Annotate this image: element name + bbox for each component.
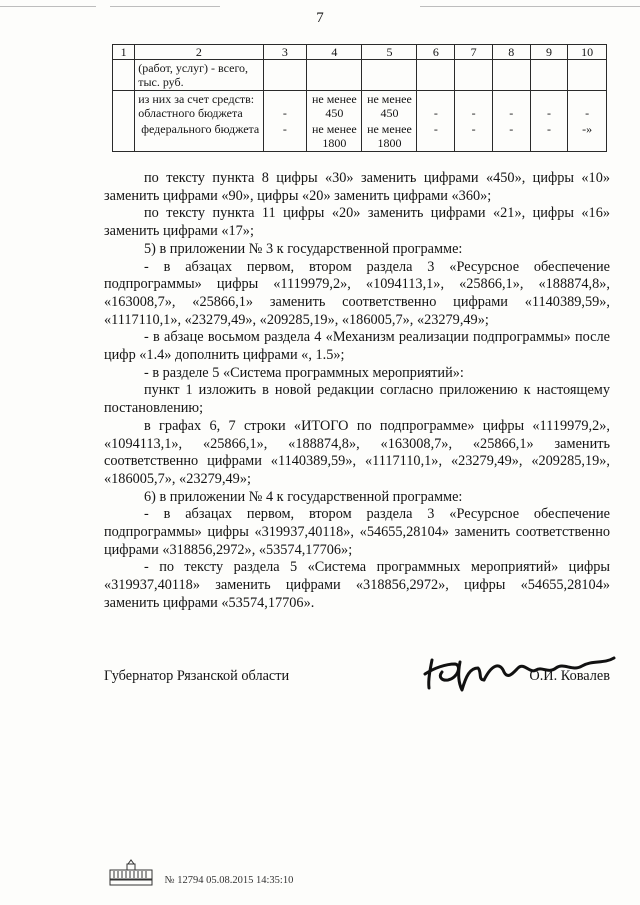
row-label: федерального бюджета [135, 121, 263, 152]
row-label-line: из них за счет средств: [138, 92, 255, 106]
table-cell [113, 121, 135, 152]
header-cell: 1 [113, 45, 135, 60]
row-label-line: областного бюджета [138, 106, 243, 120]
scan-artifact-line [110, 6, 220, 7]
table-cell [362, 60, 417, 91]
paragraph: - в разделе 5 «Система программных мероприятий»: [144, 364, 464, 381]
signatory-name: О.И. Ковалев [529, 668, 610, 684]
resource-table [112, 44, 607, 152]
signatory-title: Губернатор Рязанской области [104, 668, 290, 684]
table-row [113, 121, 607, 152]
header-cell: 3 [263, 45, 307, 60]
table-cell: - [492, 121, 530, 152]
table-cell: не менее 450 [362, 91, 417, 122]
table-cell: - [455, 121, 493, 152]
document-body [104, 170, 610, 613]
paragraph: по тексту пункта 8 цифры «30» заменить цифрами «450», цифры «10» заменить цифрами «90», цифры «20» заменить цифрами «360»; [104, 170, 610, 204]
paragraph: - по тексту раздела 5 «Система программных мероприятий» цифры «319937,40118» заменить цифрами «318856,2972», цифры «54655,28104» заменить цифрами «53574,17706». [104, 559, 610, 611]
registration-number: № 12794 05.08.2015 14:35:10 [164, 875, 294, 886]
paragraph: пункт 1 изложить в новой редакции согласно приложению к настоящему постановлению; [104, 382, 610, 417]
header-cell: 6 [417, 45, 455, 60]
paragraph: в графах 6, 7 строки «ИТОГО по подпрограмме» цифры «1119979,2», «1094113,1», «25866,1», «188874,8», «163008,7», «25866,1» заменить соответственно цифрами «1140389,59», «1117110,1», «23279,49», «209285,19», «186005,7», «23279,49»; [104, 417, 610, 487]
table-cell: не менее 450 [307, 91, 362, 122]
table-cell: -» [568, 121, 607, 152]
table-cell [417, 60, 455, 91]
building-stamp-icon [108, 858, 154, 886]
page-number: 7 [316, 10, 324, 26]
row-label [135, 91, 263, 122]
paragraph: по тексту пункта 11 цифры «20» заменить цифрами «21», цифры «16» заменить цифрами «17»; [104, 205, 610, 240]
header-cell: 9 [530, 45, 568, 60]
table-cell [263, 60, 307, 91]
table-cell: - [530, 121, 568, 152]
table-cell [113, 60, 135, 91]
table-cell: - [492, 91, 530, 122]
paragraph: - в абзацах первом, втором раздела 3 «Ресурсное обеспечение подпрограммы» цифры «319937,40118», «54655,28104» заменить соответственно цифрами «318856,2972», «53574,17706»; [104, 506, 610, 558]
paragraph: - в абзацах первом, втором раздела 3 «Ресурсное обеспечение подпрограммы» цифры «1119979,2», «1094113,1», «25866,1», «188874,8», «163008,7», «25866,1» заменить соответственно цифрами «1140389,59», «1117110,1», «23279,49», «209285,19», «186005,7», «23279,49»; [104, 258, 610, 328]
scan-artifact-line [0, 6, 96, 7]
header-cell: 8 [492, 45, 530, 60]
registration-footer [108, 858, 293, 886]
table-cell [492, 60, 530, 91]
table-row [113, 60, 607, 91]
table-cell [113, 91, 135, 122]
paragraph: 5) в приложении № 3 к государственной программе: [144, 240, 463, 257]
table-cell: - [263, 121, 307, 152]
signature-block [104, 650, 610, 700]
header-cell: 5 [362, 45, 417, 60]
table-cell [568, 60, 607, 91]
table-cell: - [568, 91, 607, 122]
table-cell: не менее 1800 [362, 121, 417, 152]
table-row [113, 91, 607, 122]
table-cell: - [530, 91, 568, 122]
table-cell: - [455, 91, 493, 122]
table-cell: - [417, 121, 455, 152]
row-label: (работ, услуг) - всего, тыс. руб. [135, 60, 263, 91]
table-cell: - [417, 91, 455, 122]
table-cell [530, 60, 568, 91]
paragraph: - в абзаце восьмом раздела 4 «Механизм реализации подпрограммы» после цифр «1.4» дополнить цифрами «, 1.5»; [104, 329, 610, 364]
paragraph: 6) в приложении № 4 к государственной программе: [144, 488, 463, 505]
header-cell: 4 [307, 45, 362, 60]
header-cell: 10 [568, 45, 607, 60]
header-cell: 2 [135, 45, 263, 60]
table-cell [307, 60, 362, 91]
table-header-row [113, 45, 607, 60]
scan-artifact-line [420, 6, 640, 7]
table-cell [455, 60, 493, 91]
table-cell: не менее 1800 [307, 121, 362, 152]
header-cell: 7 [455, 45, 493, 60]
table-cell: - [263, 91, 307, 122]
